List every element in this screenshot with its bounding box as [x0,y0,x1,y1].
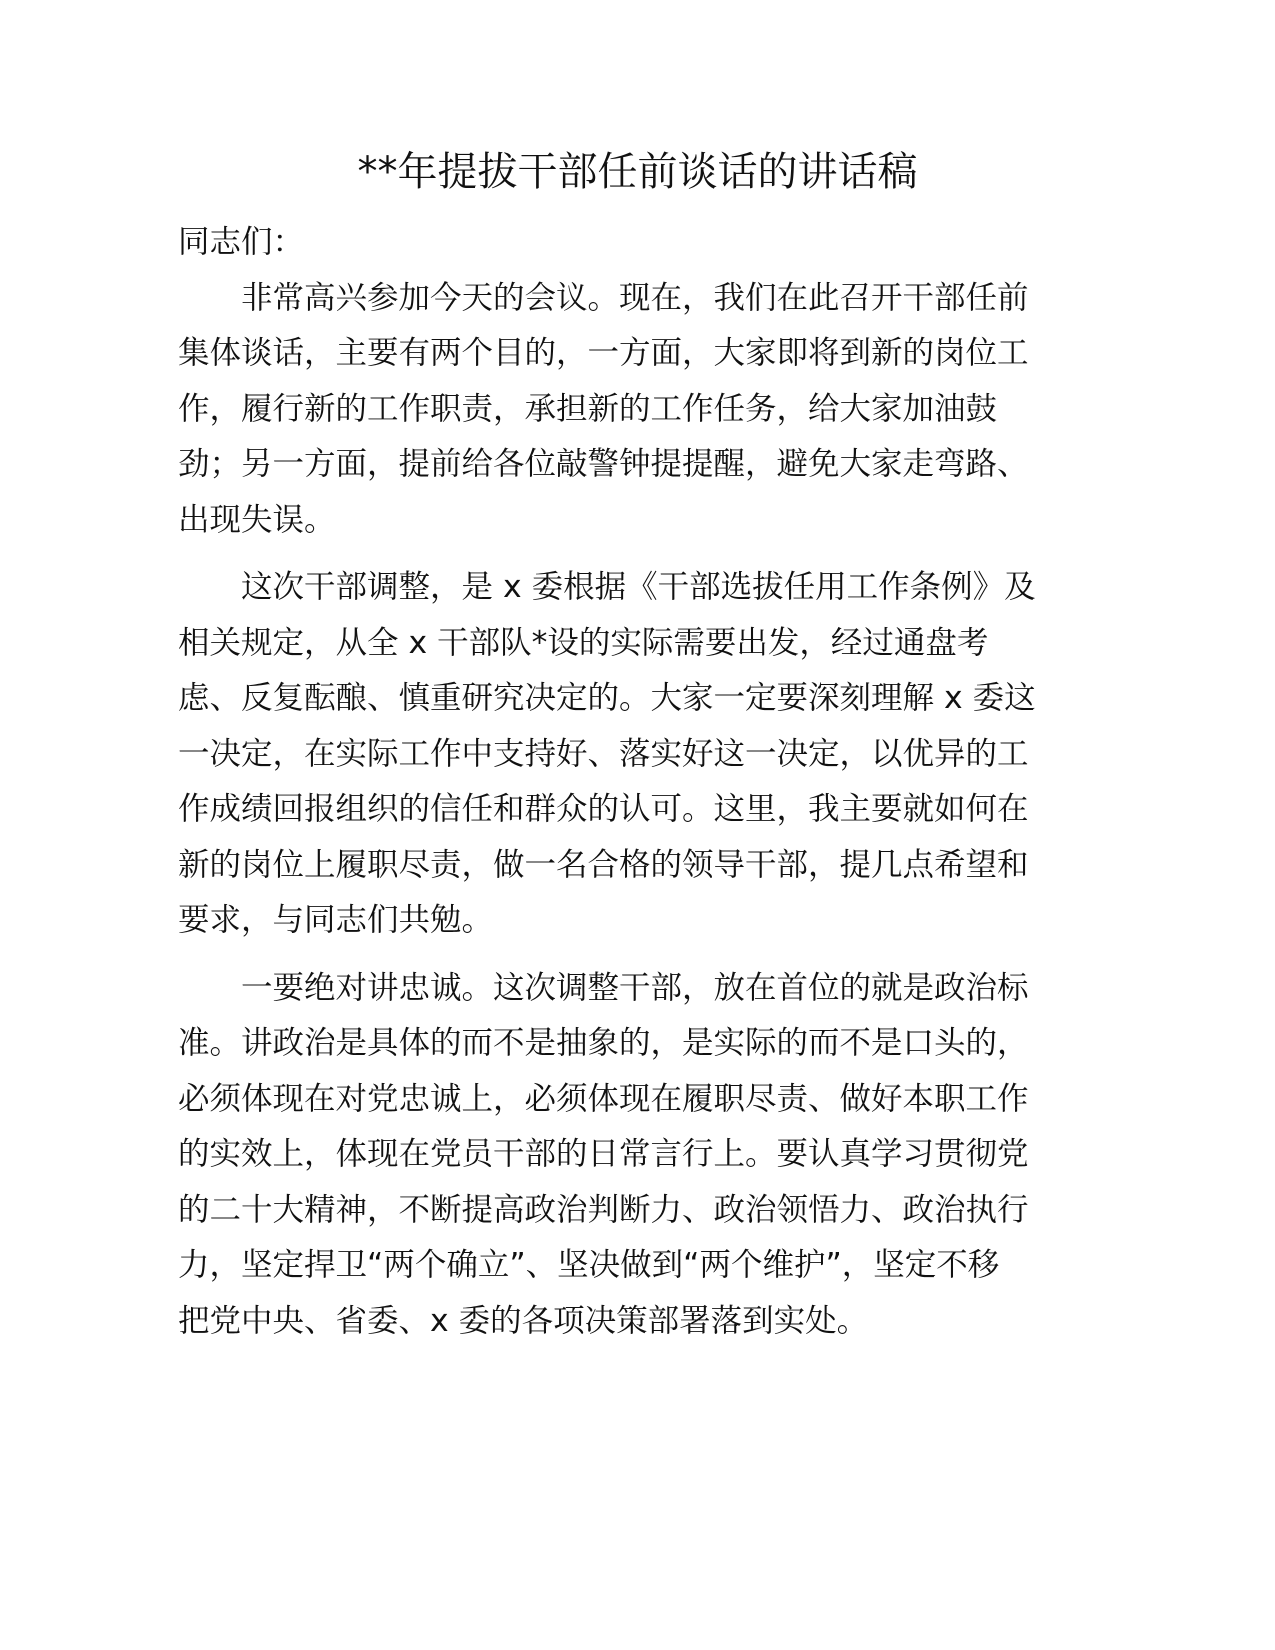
paragraph-line: 非常高兴参加今天的会议。现在，我们在此召开干部任前 [241,279,1029,316]
paragraph-line: 新的岗位上履职尽责，做一名合格的领导干部，提几点希望和 [178,846,1029,883]
paragraph-line: 的实效上，体现在党员干部的日常言行上。要认真学习贯彻党 [178,1136,1029,1172]
paragraph-line: 一要绝对讲忠诚。这次调整干部，放在首位的就是政治标 [241,969,1029,1006]
paragraph [178,560,1038,949]
document-body [178,215,1038,1361]
paragraph-line: 这次干部调整，是 x 委根据《干部选拔任用工作条例》及 [241,569,1036,605]
paragraph-line: 要求，与同志们共勉。 [178,902,494,938]
paragraph-line: 必须体现在对党忠诚上，必须体现在履职尽责、做好本职工作 [178,1080,1029,1117]
paragraph-line: 准。讲政治是具体的而不是抽象的，是实际的而不是口头的， [178,1025,1029,1061]
paragraph [178,271,1038,549]
paragraph-line: 力，坚定捍卫“两个确立”、坚决做到“两个维护”，坚定不移 [178,1247,1000,1283]
paragraph-line: 相关规定，从全 x 干部队*设的实际需要出发，经过通盘考 [178,624,989,661]
paragraph [178,961,1038,1350]
paragraph-line: 作成绩回报组织的信任和群众的认可。这里，我主要就如何在 [178,791,1029,827]
paragraph-line: 劲；另一方面，提前给各位敲警钟提提醒，避免大家走弯路、 [178,446,1029,482]
paragraph-line: 集体谈话，主要有两个目的，一方面，大家即将到新的岗位工 [178,335,1029,371]
paragraph-line: 作，履行新的工作职责，承担新的工作任务，给大家加油鼓 [178,390,998,427]
paragraph-line: 把党中央、省委、x 委的各项决策部署落到实处。 [178,1302,869,1339]
salutation: 同志们： [178,224,305,260]
paragraph-line: 一决定，在实际工作中支持好、落实好这一决定，以优异的工 [178,735,1029,772]
paragraph-line: 的二十大精神，不断提高政治判断力、政治领悟力、政治执行 [178,1191,1029,1228]
document-title: **年提拔干部任前谈话的讲话稿 [357,149,918,195]
paragraph-line: 出现失误。 [178,501,336,538]
paragraph-line: 虑、反复酝酿、慎重研究决定的。大家一定要深刻理解 x 委这 [178,680,1036,716]
